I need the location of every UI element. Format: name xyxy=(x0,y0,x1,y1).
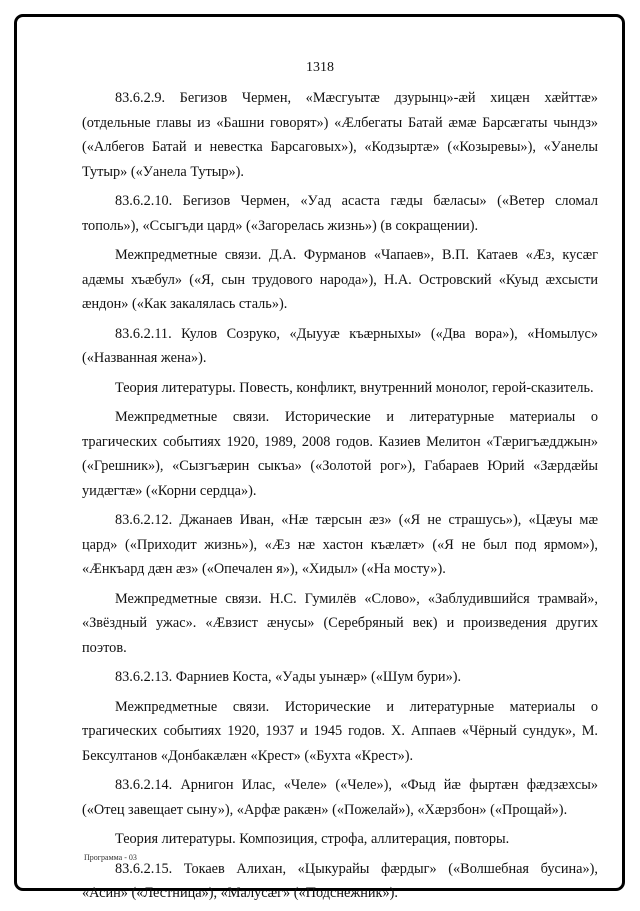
paragraph-83-6-2-11: 83.6.2.11. Кулов Созруко, «Дыууæ къæрныхы» («Два вора»), «Номылус» («Названная жена»). xyxy=(82,325,598,366)
footer-note: Программа - 03 xyxy=(84,853,137,862)
page-number: 1318 xyxy=(306,60,334,75)
paragraph-83-6-2-12: 83.6.2.12. Джанаев Иван, «Нæ тæрсын æз» («Я не страшусь»), «Цæуы мæ цард» («Приходит жизнь»), «Æз нæ хастон къæлæт» («Я не был под ярмом»), «Æнкъард дæн æз» («Опечален я»), «Хидыл» («На мосту»). xyxy=(82,512,598,577)
paragraph-interdisciplinary-4: Межпредметные связи. Исторические и литературные материалы о трагических событиях 1920, 1937 и 1945 годов. Х. Аппаев «Чёрный сундук», М. Бексултанов «Донбакæлæн «Крест» («Бухта «Крест»). xyxy=(82,698,598,764)
paragraph-interdisciplinary-2: Межпредметные связи. Исторические и литературные материалы о трагических событиях 1920, 1989, 2008 годов. Казиев Мелитон «Тæригъæдджын» («Грешник»), «Сызгъæрин сыкъа» («Золотой рог»), Габараев Юрий «Зæрдæйы уидæгтæ» («Корни сердца»). xyxy=(82,409,598,499)
paragraph-83-6-2-15: 83.6.2.15. Токаев Алихан, «Цыкурайы фæрдыг» («Волшебная бусина»), «Асин» («Лестница»), «Малусæг» («Подснежник»). xyxy=(82,860,598,901)
paragraph-literary-theory-2: Теория литературы. Композиция, строфа, аллитерация, повторы. xyxy=(115,831,510,847)
document-body xyxy=(82,86,598,911)
paragraph-interdisciplinary-3: Межпредметные связи. Н.С. Гумилёв «Слово», «Заблудившийся трамвай», «Звёздный ужас». «Æвзист æнусы» (Серебряный век) и произведения других поэтов. xyxy=(82,590,598,656)
paragraph-interdisciplinary-1: Межпредметные связи. Д.А. Фурманов «Чапаев», В.П. Катаев «Æз, кусæг адæмы хъæбул» («Я, сын трудового народа»), Н.А. Островский «Куыд æхсысти æндон» («Как закалялась сталь»). xyxy=(82,247,598,312)
paragraph-83-6-2-9: 83.6.2.9. Бегизов Чермен, «Мæсгуытæ дзурынц»-æй хицæн хæйттæ» (отдельные главы из «Башни говорят») «Æлбегаты Батай æмæ Барсæгаты чындз» («Албегов Батай и невестка Барсаговых»), «Кодзыртæ» («Козыревы»), «Уанелы Тутыр» («Уанела Тутыр»). xyxy=(82,90,598,180)
paragraph-83-6-2-13: 83.6.2.13. Фарниев Коста, «Уады уынæр» («Шум бури»). xyxy=(115,669,462,685)
paragraph-83-6-2-14: 83.6.2.14. Арнигон Илас, «Челе» («Челе»), «Фыд йæ фыртæн фæдзæхсы» («Отец завещает сыну»), «Арфæ ракæн» («Пожелай»), «Хæрзбон» («Прощай»). xyxy=(82,777,598,818)
paragraph-literary-theory-1: Теория литературы. Повесть, конфликт, внутренний монолог, герой-сказитель. xyxy=(115,379,594,396)
paragraph-83-6-2-10: 83.6.2.10. Бегизов Чермен, «Уад асаста гæды бæласы» («Ветер сломал тополь»), «Ссыгъди цард» («Загорелась жизнь») (в сокращении). xyxy=(82,193,598,234)
